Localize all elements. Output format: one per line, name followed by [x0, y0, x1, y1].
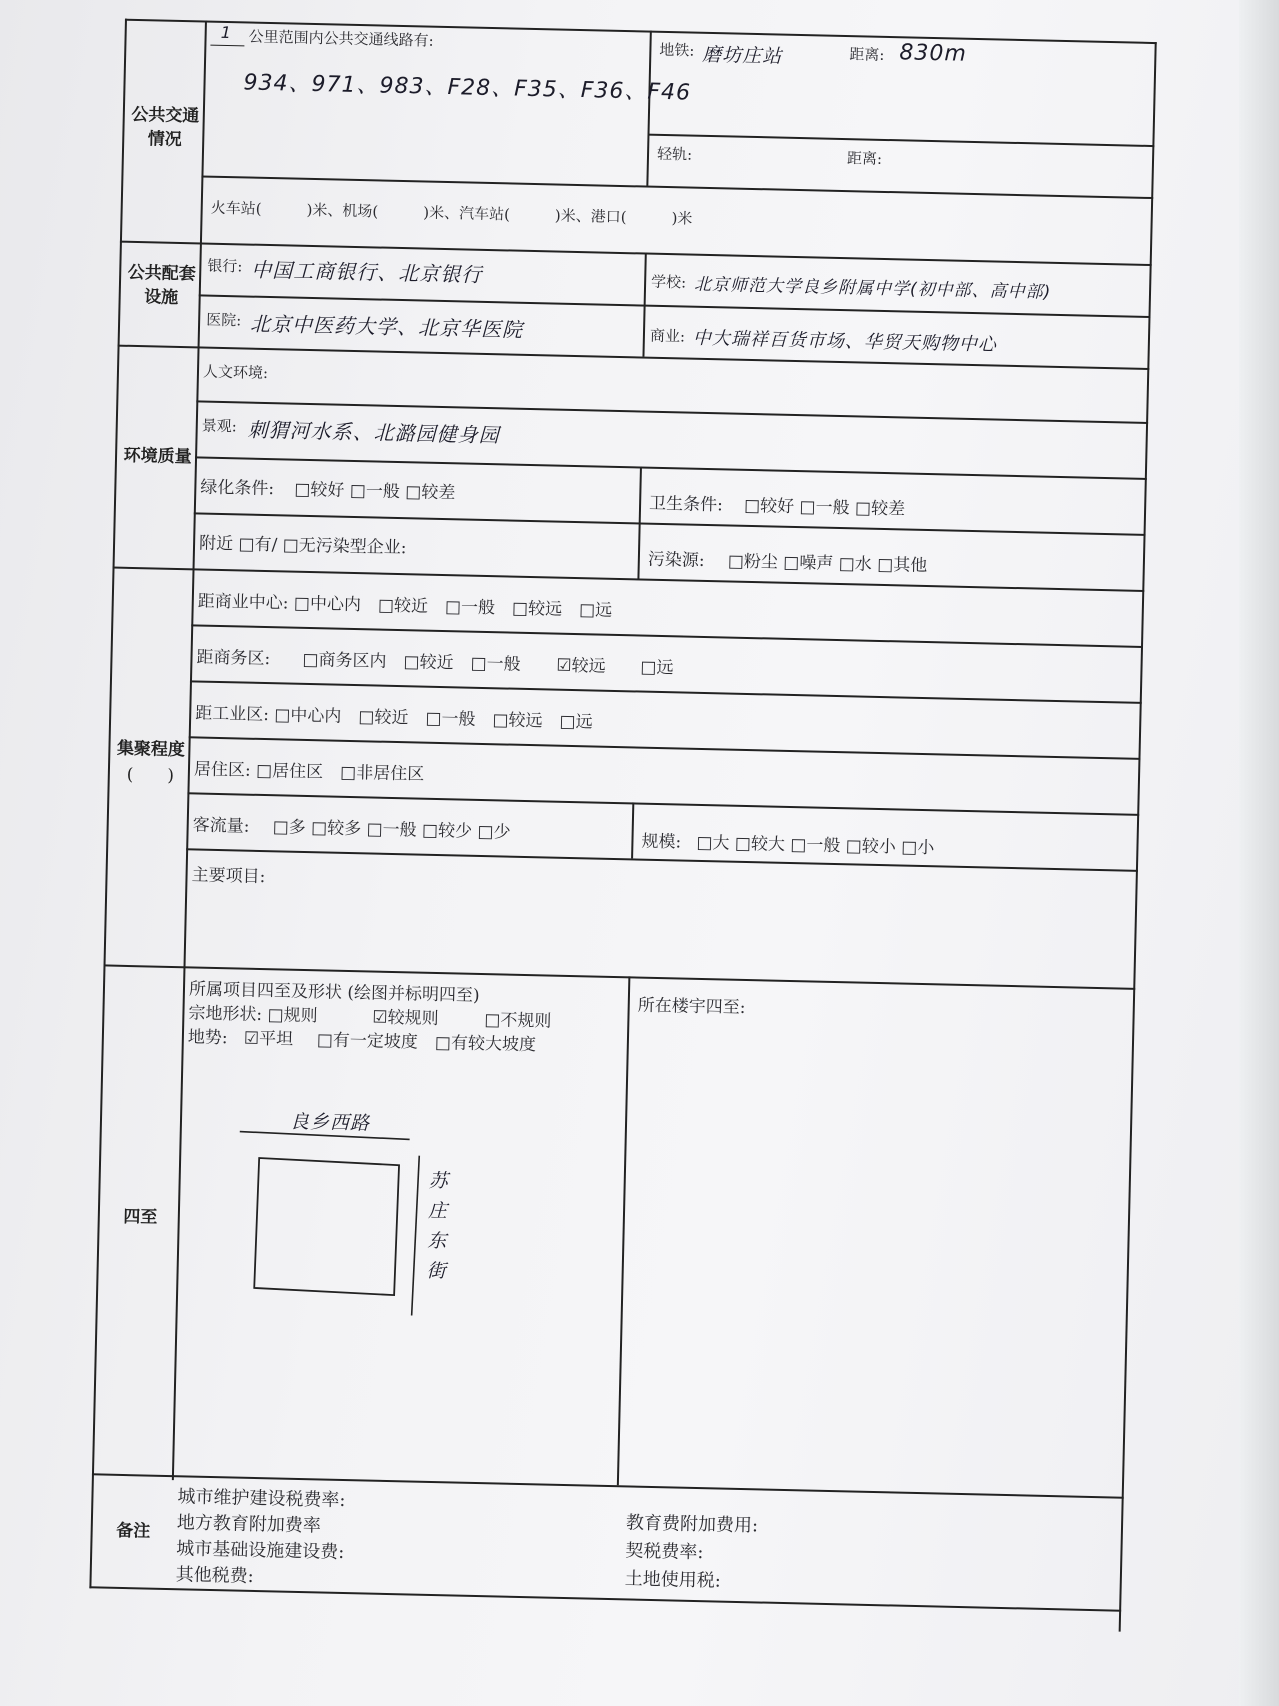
shape-checked: ☑较规则 [372, 1007, 439, 1030]
school-value: 北京师范大学良乡附属中学(初中部、高中部) [693, 274, 1052, 303]
business-district-label: 距商务区: [196, 647, 271, 670]
subway-label: 地铁: [659, 40, 695, 60]
sanitation-label: 卫生条件: [648, 493, 724, 516]
lightrail-distance-label: 距离: [846, 149, 883, 168]
scale-label: 规模: [641, 831, 682, 853]
bank-label: 银行: [207, 256, 243, 276]
agg-vdiv [631, 802, 634, 858]
transport-stations-div [201, 175, 1153, 199]
pollution-label: 污染源: [647, 549, 705, 571]
terrain-options: □有一定坡度 □有较大坡度 [316, 1030, 537, 1056]
shape-irregular: □不规则 [484, 1010, 552, 1032]
urban-maintenance-tax-label: 城市维护建设税费率: [177, 1486, 346, 1512]
bottom-border [89, 1586, 1121, 1611]
agg-div-4 [187, 792, 1139, 816]
building-boundaries-label: 所在楼宇四至: [637, 995, 746, 1019]
facilities-category: 公共配套设施 [127, 262, 196, 308]
lightrail-label: 轻轨: [656, 144, 693, 164]
transport-category: 公共交通情况 [131, 104, 200, 150]
scale-options: □大 □较大 □一般 □较小 □小 [696, 832, 935, 859]
sketch-road-top: 良乡西路 [289, 1110, 371, 1135]
industrial-row: 距工业区: □中心内 □较近 □一般 □较远 □远 [195, 703, 593, 733]
appraisal-survey-form [58, 18, 1215, 1683]
terrain-label: 地势: [187, 1027, 228, 1049]
shape-label: 宗地形状: □规则 [188, 1003, 318, 1027]
bus-label: 公里范围内公共交通线路有: [248, 27, 434, 50]
boundaries-title: 所属项目四至及形状 (绘图并标明四至) [188, 979, 480, 1006]
boundaries-category: 四至 [123, 1206, 158, 1228]
main-projects-label: 主要项目: [191, 865, 266, 888]
agglomeration-category: 集聚程度 [116, 738, 186, 761]
landscape-value: 刺猬河水系、北潞园健身园 [247, 417, 500, 448]
agglomeration-category-sub: ( ) [126, 764, 175, 786]
bank-value: 中国工商银行、北京银行 [251, 257, 483, 287]
greening-options: □较好 □一般 □较差 [294, 479, 456, 504]
greening-label: 绿化条件: [200, 477, 275, 500]
local-education-surcharge-label: 地方教育附加费率 [176, 1512, 322, 1537]
agg-div-1 [191, 624, 1143, 648]
boundaries-vdiv [617, 976, 631, 1485]
stations-line: 火车站( )米、机场( )米、汽车站( )米、港口( )米 [210, 198, 693, 228]
sketch-road-right: 苏庄东街 [426, 1169, 449, 1283]
agg-div-3 [189, 736, 1141, 760]
desk-edge [1239, 0, 1279, 1706]
hospital-value: 北京中医药大学、北京华医院 [249, 311, 524, 342]
bus-prefix-blank [210, 45, 244, 47]
other-taxes-label: 其他税费: [175, 1564, 254, 1588]
subway-distance-label: 距离: [849, 45, 885, 64]
bus-lines-value: 934、971、983、F28、F35、F36、F46 [243, 70, 692, 106]
environment-category: 环境质量 [123, 445, 192, 468]
traffic-label: 客流量: [192, 815, 250, 837]
subway-value: 磨坊庄站 [702, 43, 783, 68]
residential-row: 居住区: □居住区 □非居住区 [193, 759, 425, 785]
subway-distance-value: 830m [899, 40, 968, 67]
business-district-options: □商务区内 □较近 □一般 [302, 649, 538, 676]
sanitation-options: □较好 □一般 □较差 [743, 495, 906, 520]
right-border [1119, 42, 1157, 1632]
education-surcharge-label: 教育费附加费用: [625, 1512, 759, 1537]
commerce-label: 商业: [649, 326, 686, 346]
agg-div-2 [190, 680, 1142, 704]
transport-vdiv [646, 31, 652, 186]
business-district-checked: ☑较远 [556, 655, 606, 677]
land-use-tax-label: 土地使用税: [624, 1568, 722, 1592]
hospital-label: 医院: [205, 310, 242, 330]
notes-category: 备注 [115, 1520, 151, 1542]
traffic-options: □多 □较多 □一般 □较少 □少 [272, 817, 511, 843]
pollution-options: □粉尘 □噪声 □水 □其他 [727, 551, 928, 577]
humanities-label: 人文环境: [202, 362, 269, 383]
nearby-pollution-label: 附近 □有/ □无污染型企业: [198, 533, 407, 559]
business-district-far: □远 [640, 657, 674, 679]
site-sketch [215, 1111, 520, 1338]
deed-tax-label: 契税费率: [625, 1540, 704, 1564]
subway-lightrail-div [647, 134, 1154, 148]
terrain-checked: ☑平坦 [243, 1028, 294, 1050]
school-label: 学校: [650, 272, 687, 292]
left-border [89, 19, 127, 1589]
commerce-value: 中大瑞祥百货市场、华贸天购物中心 [692, 327, 998, 356]
bus-prefix: 1 [220, 22, 233, 43]
urban-infrastructure-fee-label: 城市基础设施建设费: [176, 1538, 345, 1564]
commercial-center-row: 距商业中心: □中心内 □较近 □一般 □较远 □远 [197, 591, 613, 621]
landscape-label: 景观: [201, 416, 238, 436]
